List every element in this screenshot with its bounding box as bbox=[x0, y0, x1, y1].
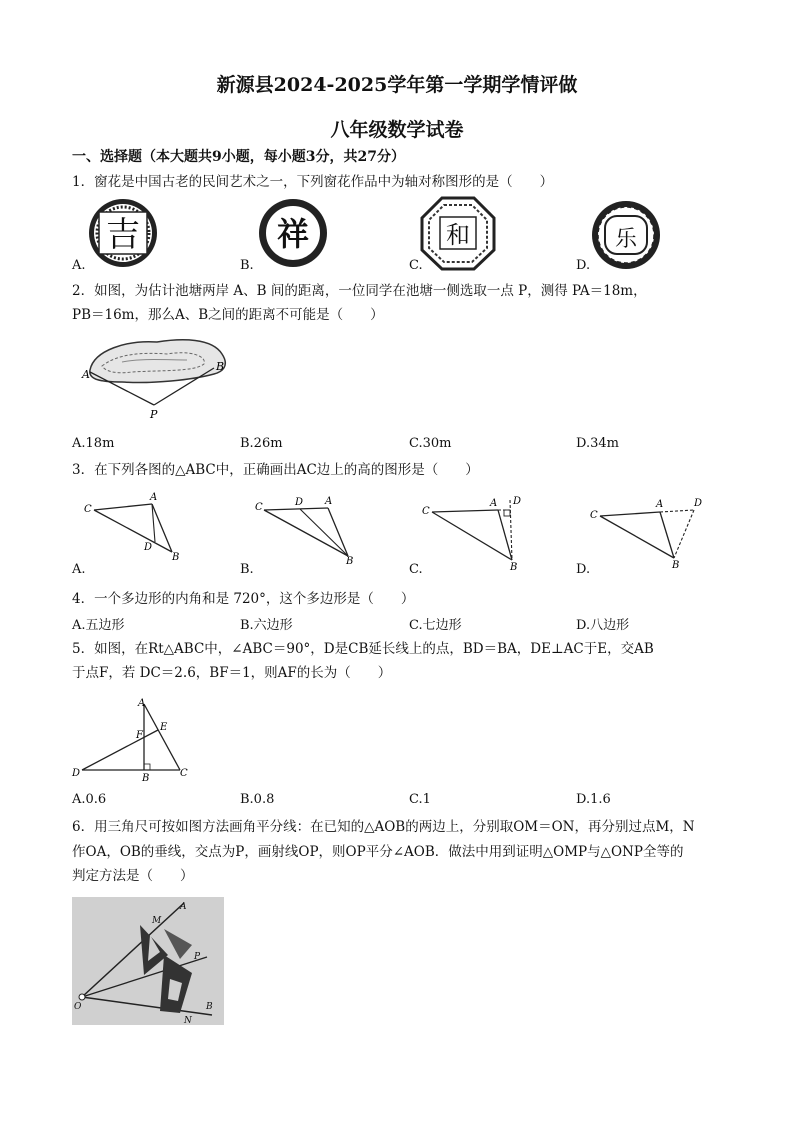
q1-glyph-a: 吉 bbox=[106, 215, 140, 255]
svg-text:C: C bbox=[255, 502, 263, 513]
svg-text:C: C bbox=[84, 504, 92, 515]
svg-text:F: F bbox=[136, 730, 143, 741]
svg-text:D: D bbox=[72, 768, 81, 779]
svg-text:C: C bbox=[180, 768, 188, 779]
q3-stem: 3．在下列各图的△ABC中，正确画出AC边上的高的图形是（ ） bbox=[72, 462, 479, 478]
q3-figure-d bbox=[586, 490, 716, 570]
q3-option-b[interactable]: B. bbox=[240, 562, 254, 577]
section-heading: 一、选择题（本大题共9小题，每小题3分，共27分） bbox=[72, 149, 405, 165]
q4-option-a[interactable]: A.五边形 bbox=[72, 618, 125, 633]
q6-label-m: M bbox=[152, 916, 162, 926]
svg-text:D: D bbox=[694, 498, 703, 509]
svg-text:A: A bbox=[325, 496, 333, 507]
q2-label-b: B bbox=[216, 360, 225, 373]
q2-stem-line2: PB＝16m，那么A、B之间的距离不可能是（ ） bbox=[72, 307, 384, 323]
q6-label-o: O bbox=[74, 1002, 82, 1012]
q1-option-b[interactable]: B. bbox=[240, 258, 254, 273]
q1-glyph-b: 祥 bbox=[276, 215, 310, 253]
q2-stem-line1: 2．如图，为估计池塘两岸 A、B 间的距离，一位同学在池塘一侧选取一点 P，测得 PA＝18m， bbox=[72, 283, 647, 299]
svg-text:C: C bbox=[422, 506, 430, 517]
q1-option-c[interactable]: C. bbox=[409, 258, 423, 273]
q1-figure-c bbox=[418, 195, 498, 270]
q5-stem-line2: 于点F，若 DC＝2.6，BF＝1，则AF的长为（ ） bbox=[72, 665, 392, 681]
q3-option-d[interactable]: D. bbox=[576, 562, 591, 577]
q2-option-b[interactable]: B.26m bbox=[240, 436, 283, 451]
exam-subtitle: 八年级数学试卷 bbox=[330, 119, 464, 141]
q4-option-b[interactable]: B.六边形 bbox=[240, 618, 293, 633]
q4-option-d[interactable]: D.八边形 bbox=[576, 618, 630, 633]
q6-label-b: B bbox=[206, 1002, 213, 1012]
q1-option-d[interactable]: D. bbox=[576, 258, 591, 273]
q6-label-n: N bbox=[184, 1016, 192, 1026]
q3-figure-c bbox=[418, 490, 528, 573]
q5-figure bbox=[72, 692, 197, 784]
q6-stem-line1: 6．用三角尺可按如图方法画角平分线：在已知的△AOB的两边上，分别取OM＝ON，再分别过点M，N bbox=[72, 819, 695, 835]
q1-figure-b bbox=[255, 198, 335, 268]
svg-text:B: B bbox=[142, 773, 150, 784]
q2-label-a: A bbox=[82, 368, 90, 381]
q2-figure bbox=[72, 332, 232, 422]
q6-stem-line2: 作OA，OB的垂线，交点为P，画射线OP，则OP平分∠AOB．做法中用到证明△OMP与△ONP全等的 bbox=[72, 844, 684, 860]
q6-label-p: P bbox=[194, 952, 201, 962]
svg-text:D: D bbox=[295, 497, 304, 508]
q1-option-a[interactable]: A. bbox=[72, 258, 86, 273]
q5-option-a[interactable]: A.0.6 bbox=[72, 792, 107, 807]
svg-text:B: B bbox=[172, 552, 180, 563]
svg-text:C: C bbox=[590, 510, 598, 521]
q4-stem: 4．一个多边形的内角和是 720°，这个多边形是（ ） bbox=[72, 591, 415, 607]
svg-text:E: E bbox=[160, 722, 168, 733]
svg-text:D: D bbox=[144, 542, 153, 553]
svg-text:B: B bbox=[510, 562, 518, 573]
q2-option-d[interactable]: D.34m bbox=[576, 436, 619, 451]
q1-figure-a bbox=[85, 198, 165, 268]
q2-option-a[interactable]: A.18m bbox=[72, 436, 115, 451]
q3-figure-a bbox=[80, 490, 190, 565]
q3-option-a[interactable]: A. bbox=[72, 562, 86, 577]
q4-option-c[interactable]: C.七边形 bbox=[409, 618, 462, 633]
q5-option-c[interactable]: C.1 bbox=[409, 792, 431, 807]
q6-stem-line3: 判定方法是（ ） bbox=[72, 868, 194, 884]
svg-text:A: A bbox=[150, 492, 158, 503]
q5-option-b[interactable]: B.0.8 bbox=[240, 792, 275, 807]
q2-option-c[interactable]: C.30m bbox=[409, 436, 452, 451]
svg-text:A: A bbox=[490, 498, 498, 509]
q2-label-p: P bbox=[150, 408, 158, 421]
q3-figure-b bbox=[250, 490, 360, 565]
svg-text:A: A bbox=[656, 499, 664, 510]
exam-title: 新源县2024-2025学年第一学期学情评做 bbox=[216, 74, 578, 96]
q1-stem: 1．窗花是中国古老的民间艺术之一，下列窗花作品中为轴对称图形的是（ ） bbox=[72, 174, 554, 190]
q5-option-d[interactable]: D.1.6 bbox=[576, 792, 611, 807]
q1-glyph-c: 和 bbox=[446, 221, 470, 249]
q1-figure-d bbox=[588, 198, 668, 270]
svg-text:D: D bbox=[513, 496, 522, 507]
q6-label-a: A bbox=[180, 902, 187, 912]
q6-figure bbox=[72, 897, 224, 1025]
q5-stem-line1: 5．如图，在Rt△ABC中，∠ABC＝90°，D是CB延长线上的点，BD＝BA，DE⊥AC于E，交AB bbox=[72, 641, 654, 657]
svg-text:B: B bbox=[346, 556, 354, 567]
q3-option-c[interactable]: C. bbox=[409, 562, 423, 577]
svg-text:B: B bbox=[672, 560, 680, 571]
svg-text:A: A bbox=[138, 698, 146, 709]
q1-glyph-d: 乐 bbox=[614, 227, 638, 252]
